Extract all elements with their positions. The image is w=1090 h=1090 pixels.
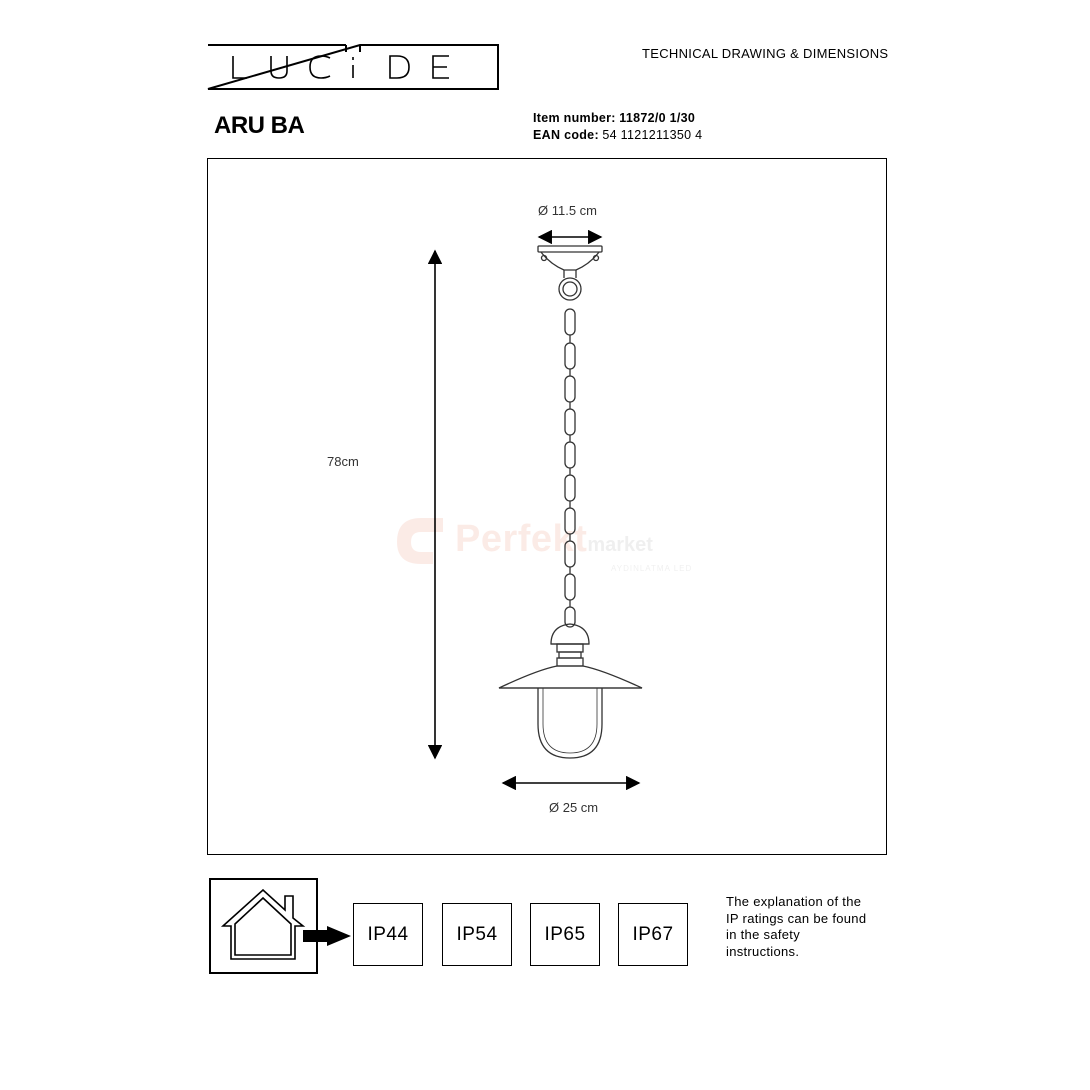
ip-rating-option-ip67: IP67 bbox=[618, 903, 688, 966]
lucide-logo bbox=[207, 44, 499, 90]
indoor-diagram bbox=[209, 878, 359, 974]
product-name: ARU BA bbox=[214, 112, 305, 139]
ip-explanation-note bbox=[726, 894, 896, 960]
ean-code-line bbox=[533, 128, 702, 142]
ip-rating-option-ip44: IP44 bbox=[353, 903, 423, 966]
height-label: 78cm bbox=[327, 454, 359, 469]
item-number-label: Item number: bbox=[533, 111, 616, 125]
ean-code-value: 54 1121211350 4 bbox=[602, 128, 703, 142]
watermark-text: Perfekt bbox=[455, 518, 588, 560]
ip-rating-option-ip54: IP54 bbox=[442, 903, 512, 966]
item-number-value: 11872/0 1/30 bbox=[619, 111, 696, 125]
ean-code-label: EAN code: bbox=[533, 128, 599, 142]
ip-rating-option-ip65: IP65 bbox=[530, 903, 600, 966]
ip-note-line: IP ratings can be found bbox=[726, 910, 867, 926]
watermark-subtext: market bbox=[587, 534, 653, 556]
watermark-tagline: AYDINLATMA LED bbox=[611, 564, 693, 573]
shade-diameter-label: Ø 25 cm bbox=[549, 800, 599, 815]
chain bbox=[565, 309, 575, 627]
top-diameter-label: Ø 11.5 cm bbox=[538, 203, 598, 218]
item-number-line bbox=[533, 111, 695, 125]
lantern bbox=[499, 624, 642, 758]
ip-note-line: instructions. bbox=[726, 943, 800, 959]
document-heading: TECHNICAL DRAWING & DIMENSIONS bbox=[642, 46, 889, 61]
ceiling-canopy bbox=[538, 246, 602, 300]
ip-note-line: in the safety bbox=[726, 927, 800, 942]
lamp-drawing bbox=[207, 158, 887, 855]
arrow-right-icon bbox=[303, 926, 351, 946]
ip-note-line: The explanation of the bbox=[726, 894, 862, 909]
house-icon bbox=[223, 890, 303, 959]
